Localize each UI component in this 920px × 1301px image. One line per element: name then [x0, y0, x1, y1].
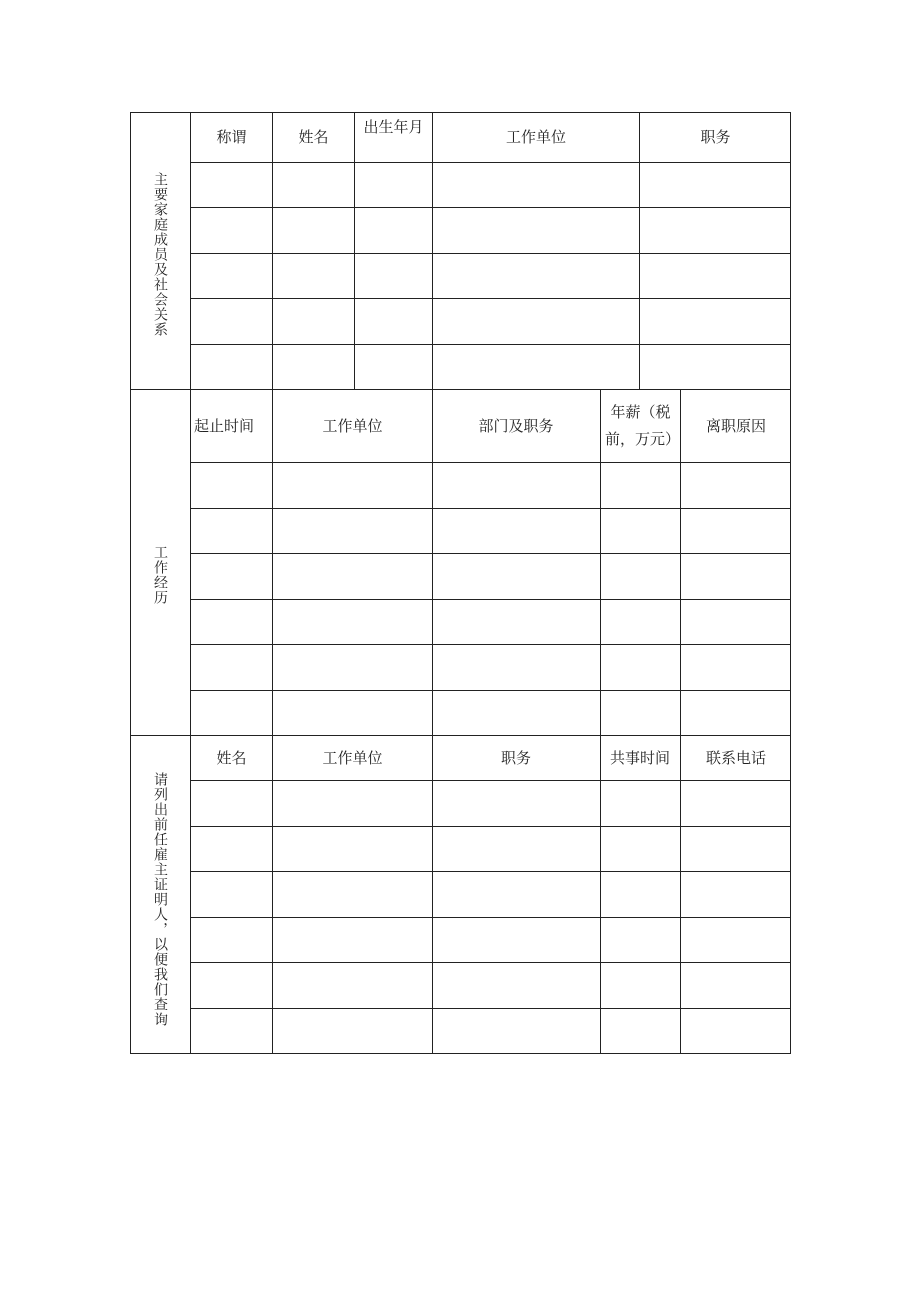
family-table-cell[interactable] — [355, 163, 432, 207]
references-header-position: 职务 — [500, 748, 531, 767]
work-table-cell[interactable] — [191, 645, 272, 690]
work-table-cell[interactable] — [681, 691, 790, 735]
family-table-cell[interactable] — [640, 254, 790, 298]
references-table-cell[interactable] — [433, 827, 600, 871]
work-table-cell[interactable] — [191, 463, 272, 508]
family-table-cell[interactable] — [433, 208, 639, 253]
references-table-cell[interactable] — [273, 872, 432, 917]
family-table-cell[interactable] — [191, 254, 272, 298]
work-table-cell[interactable] — [681, 509, 790, 553]
references-table-cell[interactable] — [191, 781, 272, 826]
references-table-cell[interactable] — [681, 963, 790, 1008]
references-table-cell[interactable] — [681, 827, 790, 871]
references-table-cell[interactable] — [681, 781, 790, 826]
family-table-cell[interactable] — [433, 345, 639, 389]
family-table-cell[interactable] — [433, 299, 639, 344]
work-table-cell[interactable] — [681, 645, 790, 690]
family-table-cell[interactable] — [273, 299, 354, 344]
work-table-cell[interactable] — [601, 554, 680, 599]
references-table-cell[interactable] — [601, 872, 680, 917]
references-header-name: 姓名 — [216, 748, 247, 767]
references-table-cell[interactable] — [273, 827, 432, 871]
table-border-top — [130, 112, 791, 113]
work-table-cell[interactable] — [601, 463, 680, 508]
references-table-cell[interactable] — [191, 1009, 272, 1053]
work-table-cell[interactable] — [191, 691, 272, 735]
references-table-cell[interactable] — [601, 827, 680, 871]
references-table-cell[interactable] — [681, 872, 790, 917]
family-table-cell[interactable] — [640, 163, 790, 207]
work-table-cell[interactable] — [273, 463, 432, 508]
references-table-cell[interactable] — [433, 781, 600, 826]
family-side-label: 主要家庭成员及社会关系 — [152, 171, 169, 337]
family-table-cell[interactable] — [273, 345, 354, 389]
work-side-label: 工作经历 — [152, 545, 169, 605]
work-table-cell[interactable] — [273, 509, 432, 553]
references-table-cell[interactable] — [433, 872, 600, 917]
family-table-cell[interactable] — [640, 345, 790, 389]
work-header-leave-reason: 离职原因 — [705, 416, 766, 435]
family-header-employer: 工作单位 — [505, 128, 566, 146]
work-table-cell[interactable] — [433, 509, 600, 553]
references-header-phone: 联系电话 — [705, 748, 766, 767]
work-table-cell[interactable] — [601, 600, 680, 644]
references-side-label: 请列出前任雇主证明人，以便我们查询 — [152, 771, 169, 1027]
references-table-cell[interactable] — [191, 872, 272, 917]
work-table-cell[interactable] — [433, 463, 600, 508]
family-table-cell[interactable] — [191, 345, 272, 389]
family-table-cell[interactable] — [273, 208, 354, 253]
work-header-dept-position: 部门及职务 — [478, 416, 554, 435]
references-table-cell[interactable] — [681, 1009, 790, 1053]
table-border-bottom — [130, 1053, 791, 1054]
references-table-cell[interactable] — [681, 918, 790, 962]
work-table-cell[interactable] — [601, 691, 680, 735]
references-section-top-line — [130, 735, 791, 736]
family-header-name: 姓名 — [298, 128, 329, 146]
family-table-cell[interactable] — [191, 299, 272, 344]
references-table-cell[interactable] — [191, 918, 272, 962]
family-table-cell[interactable] — [433, 163, 639, 207]
family-header-position: 职务 — [700, 128, 731, 146]
references-table-cell[interactable] — [433, 963, 600, 1008]
family-table-cell[interactable] — [191, 163, 272, 207]
work-table-cell[interactable] — [601, 509, 680, 553]
work-table-cell[interactable] — [433, 554, 600, 599]
work-table-cell[interactable] — [273, 645, 432, 690]
references-table-cell[interactable] — [191, 827, 272, 871]
family-table-cell[interactable] — [640, 208, 790, 253]
family-header-birth: 出生年月 — [363, 118, 424, 136]
family-table-cell[interactable] — [355, 299, 432, 344]
family-table-cell[interactable] — [273, 254, 354, 298]
family-table-cell[interactable] — [433, 254, 639, 298]
references-table-cell[interactable] — [191, 963, 272, 1008]
work-table-cell[interactable] — [681, 554, 790, 599]
work-section-top-line — [130, 389, 791, 390]
references-header-employer: 工作单位 — [322, 748, 383, 767]
references-table-cell[interactable] — [273, 918, 432, 962]
work-header-period: 起止时间 — [193, 416, 254, 435]
work-table-cell[interactable] — [273, 554, 432, 599]
references-table-cell[interactable] — [601, 781, 680, 826]
work-table-cell[interactable] — [681, 600, 790, 644]
references-table-cell[interactable] — [433, 918, 600, 962]
work-table-cell[interactable] — [191, 600, 272, 644]
work-header-salary: 年薪（税前，万元） — [605, 403, 681, 448]
work-table-cell[interactable] — [273, 691, 432, 735]
work-table-cell[interactable] — [681, 463, 790, 508]
work-table-cell[interactable] — [433, 645, 600, 690]
work-header-employer: 工作单位 — [322, 416, 383, 435]
references-table-cell[interactable] — [601, 1009, 680, 1053]
family-table-cell[interactable] — [355, 345, 432, 389]
references-table-cell[interactable] — [601, 963, 680, 1008]
family-table-cell[interactable] — [273, 163, 354, 207]
family-table-cell[interactable] — [355, 208, 432, 253]
references-table-cell[interactable] — [273, 1009, 432, 1053]
registration-form-table — [130, 112, 791, 1054]
references-table-cell[interactable] — [273, 781, 432, 826]
work-table-cell[interactable] — [191, 554, 272, 599]
family-table-cell[interactable] — [355, 254, 432, 298]
work-table-cell[interactable] — [191, 509, 272, 553]
work-table-cell[interactable] — [601, 645, 680, 690]
family-header-relation: 称谓 — [216, 128, 247, 146]
family-table-cell[interactable] — [640, 299, 790, 344]
family-table-cell[interactable] — [191, 208, 272, 253]
work-table-cell[interactable] — [273, 600, 432, 644]
references-table-cell[interactable] — [273, 963, 432, 1008]
references-table-cell[interactable] — [433, 1009, 600, 1053]
work-table-cell[interactable] — [433, 600, 600, 644]
table-border-left — [130, 112, 131, 1054]
references-table-cell[interactable] — [601, 918, 680, 962]
work-table-cell[interactable] — [433, 691, 600, 735]
references-header-time-together: 共事时间 — [609, 748, 670, 767]
